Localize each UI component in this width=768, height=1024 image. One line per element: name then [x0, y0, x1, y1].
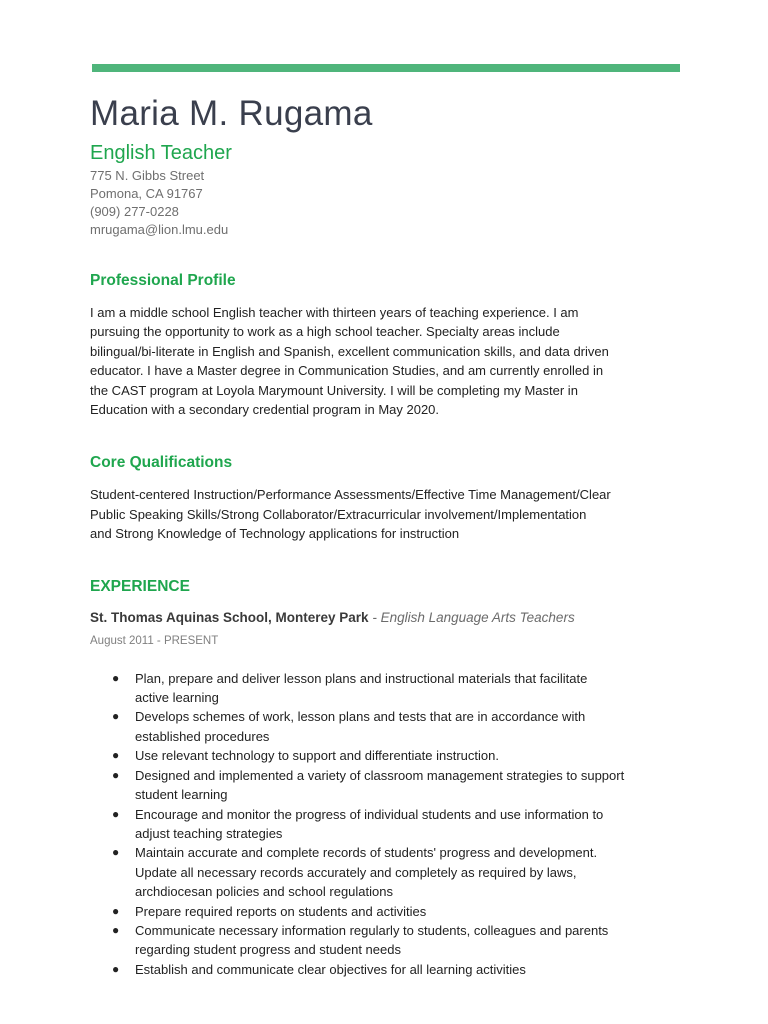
duty-item — [90, 766, 680, 805]
duty-line: Prepare required reports on students and activities — [135, 903, 427, 919]
job-dates: August 2011 - PRESENT — [90, 634, 219, 647]
header-rule — [92, 64, 680, 72]
bullet-icon: ● — [112, 767, 120, 782]
address-line-2: Pomona, CA 91767 — [90, 186, 203, 201]
profile-heading: Professional Profile — [90, 272, 236, 289]
contact-block — [90, 167, 680, 239]
qualifications-line: and Strong Knowledge of Technology applications for instruction — [90, 526, 460, 542]
job-separator: - — [368, 609, 381, 625]
qualifications-line: Student-centered Instruction/Performance Assessments/Effective Time Management/Clear — [90, 487, 611, 503]
phone-number: (909) 277-0228 — [90, 204, 179, 219]
email-address: mrugama@lion.lmu.edu — [90, 222, 229, 237]
bullet-icon: ● — [112, 670, 120, 685]
profile-paragraph — [90, 303, 680, 419]
duty-line: archdiocesan policies and school regulations — [135, 884, 393, 900]
applicant-name: Maria M. Rugama — [90, 94, 373, 133]
duty-line: Develops schemes of work, lesson plans and tests that are in accordance with — [135, 709, 586, 725]
bullet-icon: ● — [112, 922, 120, 937]
duty-item — [90, 805, 680, 844]
bullet-icon: ● — [112, 903, 120, 918]
duty-line: student learning — [135, 787, 228, 803]
duty-line: Use relevant technology to support and differentiate instruction. — [135, 748, 499, 764]
duty-line: Plan, prepare and deliver lesson plans and instructional materials that facilitate — [135, 670, 588, 686]
job-header — [90, 609, 680, 627]
duty-line: Maintain accurate and complete records of students' progress and development. — [135, 845, 598, 861]
profile-line: Education with a secondary credential program in May 2020. — [90, 402, 440, 418]
duty-line: established procedures — [135, 728, 270, 744]
duty-item — [90, 921, 680, 960]
profile-line: I am a middle school English teacher with thirteen years of teaching experience. I am — [90, 305, 579, 320]
bullet-icon: ● — [112, 845, 120, 860]
duty-line: adjust teaching strategies — [135, 825, 283, 841]
qualifications-line: Public Speaking Skills/Strong Collaborator/Extracurricular involvement/Implementation — [90, 506, 587, 522]
bullet-icon: ● — [112, 806, 120, 821]
profile-line: pursuing the opportunity to work as a high school teacher. Specialty areas include — [90, 324, 560, 340]
duty-line: Designed and implemented a variety of classroom management strategies to support — [135, 767, 625, 783]
job-title: English Teacher — [90, 142, 232, 164]
duty-line: Encourage and monitor the progress of individual students and use information to — [135, 806, 604, 822]
duty-item — [90, 669, 680, 708]
qualifications-paragraph — [90, 485, 680, 543]
duty-line: Update all necessary records accurately and completely as required by laws, — [135, 864, 577, 880]
bullet-icon: ● — [112, 961, 120, 976]
duty-item — [90, 707, 680, 746]
bullet-icon: ● — [112, 709, 120, 724]
duty-line: Establish and communicate clear objectives for all learning activities — [135, 961, 526, 977]
employer-name: St. Thomas Aquinas School, Monterey Park — [90, 609, 369, 625]
profile-line: the CAST program at Loyola Marymount University. I will be completing my Master in — [90, 382, 578, 398]
experience-heading: EXPERIENCE — [90, 577, 190, 595]
address-line-1: 775 N. Gibbs Street — [90, 168, 205, 183]
resume-content — [90, 92, 680, 979]
bullet-icon: ● — [112, 748, 120, 763]
duty-item — [90, 843, 680, 901]
duty-line: regarding student progress and student needs — [135, 942, 401, 958]
profile-line: bilingual/bi-literate in English and Spanish, excellent communication skills, and data driven — [90, 343, 609, 359]
job-duties-list — [90, 669, 680, 980]
duty-item — [90, 746, 680, 765]
duty-line: Communicate necessary information regularly to students, colleagues and parents — [135, 922, 609, 938]
duty-item — [90, 960, 680, 979]
duty-line: active learning — [135, 690, 219, 706]
profile-line: educator. I have a Master degree in Communication Studies, and am currently enrolled in — [90, 363, 604, 379]
duty-item — [90, 902, 680, 921]
job-role: English Language Arts Teachers — [380, 609, 575, 625]
qualifications-heading: Core Qualifications — [90, 454, 233, 472]
